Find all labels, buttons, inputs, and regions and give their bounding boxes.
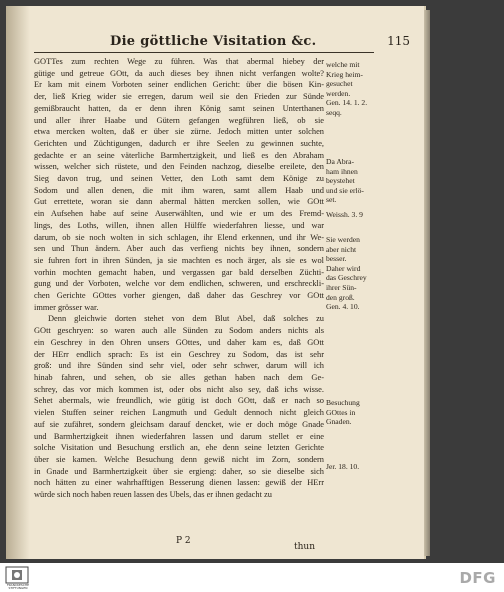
text-line: gemißbraucht hatten, da er denn ihren König samt seinen Unterthanen bbox=[34, 103, 324, 113]
text-line: sie fuhren fort in ihren Sünden, ja sie machten es noch ärger, als sie es wol bbox=[34, 255, 324, 265]
text-line: ein Aufsehen habe auf seine Auserwählten, und wie er um des Fremd- bbox=[34, 209, 324, 219]
margin-note-line: GOttes in bbox=[326, 407, 356, 417]
body-text bbox=[34, 56, 324, 501]
margin-note-line: aber nicht bbox=[326, 244, 357, 254]
text-line: lings, des Loths, willen, ihnen allen Hülffe wiederfahren liesse, und war bbox=[34, 220, 324, 230]
text-line: hinab fahren, und sehen, ob sie alles gethan haben nach dem Ge- bbox=[34, 372, 324, 382]
text-line: immer grösser war. bbox=[34, 302, 99, 312]
margin-note-line: ham ihnen bbox=[326, 166, 358, 176]
page-number: 115 bbox=[387, 34, 410, 48]
text-line: vielen Stuffen seiner reichen Langmuth und Gedult dennoch nicht gleich bbox=[34, 408, 324, 418]
text-line: sen und Thun ändern. Aber auch das verfieng nichts bey ihnen, sondern bbox=[34, 244, 324, 254]
text-line: Sodom und allen denen, die mit ihm waren, samt allem Haab und bbox=[34, 185, 324, 195]
margin-note bbox=[326, 462, 388, 472]
margin-note-line: beystehet bbox=[326, 176, 355, 186]
text-line: noch hätten zu einer wahrhafftigen Besserung dienen lassen: gewiß der HErr bbox=[34, 478, 324, 488]
margin-note-line: werden. bbox=[326, 88, 351, 98]
margin-note-line: besser. bbox=[326, 254, 347, 264]
text-line: gung und der Vorboten, welche vor dem endlichen, schweren, und erschreckli- bbox=[34, 279, 324, 289]
text-line: Er kam mit einem Vorboten seiner endlichen Gericht: über die bösen Kin- bbox=[34, 80, 324, 90]
text-line: über sie kamen. Welche Besuchung denn gewiß nicht im Zorn, sondern bbox=[34, 454, 324, 464]
page-header bbox=[100, 34, 410, 52]
margin-note-line: Jer. 18. 10. bbox=[326, 462, 360, 471]
text-line: Denn gleichwie dorten stehet von dem Blut Abel, daß solches zu bbox=[48, 314, 324, 324]
margin-note-line: Da Abra- bbox=[326, 157, 355, 166]
header-rule bbox=[34, 52, 374, 53]
margin-note-line: das Geschrey bbox=[326, 273, 367, 283]
margin-note-line: Sie werden bbox=[326, 235, 360, 244]
text-line: Sehet abermals, wie freundlich, wie gütig ist doch GOtt, daß er nach so bbox=[34, 396, 324, 406]
page-edge bbox=[424, 10, 430, 556]
text-line: Gerichten und Züchtigungen, dadurch er ihre Seelen zu gewinnen suchte, bbox=[34, 138, 324, 148]
margin-note bbox=[326, 210, 388, 220]
text-line: groß: und ihre Sünden sind sehr viel, oder sehr schwer, darum will ich bbox=[34, 361, 324, 371]
margin-note-line: set. bbox=[326, 195, 337, 205]
text-line: auf sie zufähret, sondern gleichsam darauf dencket, wie er doch möge Gnade bbox=[34, 419, 324, 429]
margin-note-line: Besuchung bbox=[326, 398, 360, 407]
text-line: und Barmhertzigkeit ihnen wiederfahren lassen und darum stellet er eine bbox=[34, 431, 324, 441]
text-line: darum, ob sie noch wolten in sich schlagen, ihr Elend erkennen, und ihr We- bbox=[34, 232, 324, 242]
text-line: der, ließ Krieg wider sie erregen, darum weil sie den Frieden zur Sünde bbox=[34, 92, 324, 102]
library-name: FRANCKESCHE STIFTUNGEN bbox=[6, 583, 30, 590]
margin-note-line: Gen. 4. 10. bbox=[326, 302, 360, 312]
text-line: solche Visitation und Besuchung erstlich an, ehe denn seine letzten Gerichte bbox=[34, 443, 324, 453]
margin-note-line: welche mit bbox=[326, 60, 360, 69]
text-line: schrey, das vor mich kommen ist, oder obs nicht also sey, daß ichs wisse. bbox=[34, 384, 324, 394]
text-line: GOTTes zum rechten Wege zu führen. Was that abermal hiebey der bbox=[34, 57, 324, 66]
text-line: würde sich noch haben reuen lassen des Ubels, das er ihnen gedacht zu bbox=[34, 490, 272, 500]
text-line: ein Geschrey in den Ohren unsers GOttes, und daher kam es, daß GOtt bbox=[34, 337, 324, 347]
margin-note bbox=[326, 157, 388, 205]
catchword: thun bbox=[294, 542, 316, 552]
margin-note-line: seqq. bbox=[326, 107, 342, 117]
margin-note-line: Gnaden. bbox=[326, 417, 352, 427]
margin-note-line: Krieg heim- bbox=[326, 69, 363, 79]
margin-note-line: und sie erlö- bbox=[326, 185, 364, 195]
text-line: chen Gerichte GOttes vorher giengen, daß daher das Geschrey vor GOtt bbox=[34, 291, 324, 301]
text-line: in Gnade und Barmhertzigkeit über sie ergieng: daher, so sie dieselbe sich bbox=[34, 466, 324, 476]
margin-note bbox=[326, 235, 388, 312]
text-line: gütige und getreue GOtt, da auch dieses bey ihnen nicht verfangen wolte? bbox=[34, 68, 324, 78]
text-line: GOtt geschryen: so waren auch alle Sünden zu Sodom anders nichts als bbox=[34, 326, 324, 336]
margin-note-line: Weissh. 3. 9 bbox=[326, 210, 363, 219]
text-line: Gut errettete, woran sie dann abermal hätten mercken sollen, wie GOtt bbox=[34, 197, 324, 207]
text-line: und aller ihrer Haabe und Gütern gefangen wegführen ließ, ob sie bbox=[34, 115, 324, 125]
margin-note-line: Daher wird bbox=[326, 263, 361, 273]
text-line: wissen, welcher sich rüstete, und den Feinden nachzog, dieselbe ereilete, den bbox=[34, 162, 324, 172]
text-line: vorhin mochten gemacht haben, und vergassen gar bald derselben Züchti- bbox=[34, 267, 324, 277]
text-line: Sieg davon trug, und seinen Vetter, den Loth samt dem Könige zu bbox=[34, 174, 324, 184]
text-line: gedachte er an seine väterliche Barmhertzigkeit, und ließ es den Abraham bbox=[34, 150, 324, 160]
running-title: Die göttliche Visitation &c. bbox=[110, 34, 317, 49]
signature-mark: P 2 bbox=[176, 536, 191, 546]
margin-note-line: den groß. bbox=[326, 292, 355, 302]
dfg-logo: DFG bbox=[459, 569, 496, 587]
margin-note-line: ihrer Sün- bbox=[326, 282, 357, 292]
margin-note-line: gesuchet bbox=[326, 79, 353, 89]
margin-note-line: Gen. 14. 1. 2. bbox=[326, 98, 368, 108]
page-gutter bbox=[6, 6, 30, 559]
margin-note bbox=[326, 60, 388, 118]
text-line: etwa mercken wolten, daß er über sie zürne. Jedoch mitten unter solchen bbox=[34, 127, 324, 137]
text-line: der HErr endlich sprach: Es ist ein Geschrey zu Sodom, das ist sehr bbox=[34, 349, 324, 359]
viewer-footer bbox=[0, 563, 504, 592]
margin-note bbox=[326, 398, 388, 427]
